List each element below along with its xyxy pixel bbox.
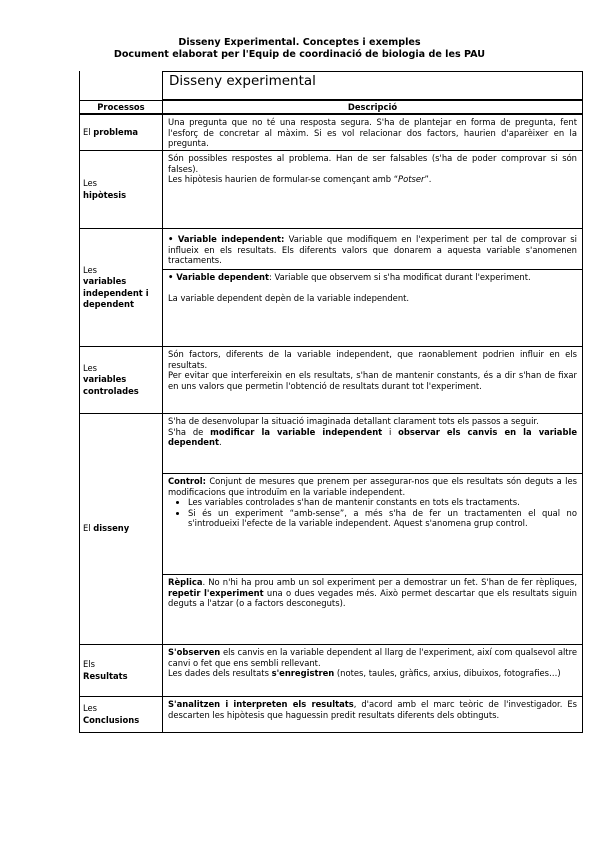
- desc-hipotesis: Són possibles respostes al problema. Han de ser falsables (s'ha de poder comprovar si són falses). Les hipòtesis haurien de formular-se començant amb “Potser”.: [163, 150, 583, 229]
- title-empty-cell: [80, 71, 163, 100]
- disseny-intro: S'ha de desenvolupar la situació imaginada detallant clarament tots els passos a seguir. S'ha de modificar la variable independent i observar els canvis en la variable dependent.: [163, 413, 583, 473]
- label-controlades: Les variables controlades: [80, 346, 163, 414]
- disseny-replica: Rèplica. No n'hi ha prou amb un sol experiment per a demostrar un fet. S'han de fer rèpliques, repetir l'experiment una o dues vegades més. Això permet descartar que els resultats siguin deguts a l'atzar (o a factors desconeguts).: [163, 574, 583, 644]
- variable-dependent: • Variable dependent: Variable que observem si s'ha modificat durant l'experiment. La variable dependent depèn de la variable independent.: [163, 269, 583, 346]
- label-problema: El problema: [80, 114, 163, 151]
- column-header-processos: Processos: [80, 100, 163, 114]
- document-title: Disseny Experimental. Conceptes i exemples: [178, 37, 421, 48]
- control-bullet-1: • Les variables controlades s'han de mantenir constants en tots els tractaments.: [188, 497, 577, 508]
- table-title: Disseny experimental: [163, 71, 583, 100]
- desc-conclusions: S'analitzen i interpreten els resultats, d'acord amb el marc teòric de l'investigador. Es descarten les hipòtesis que haguessin predit resultats diferents dels obtinguts.: [163, 696, 583, 733]
- column-header-descripcio: Descripció: [163, 100, 583, 114]
- desc-problema: Una pregunta que no té una resposta segura. S'ha de plantejar en forma de pregunta, fent l'esforç de concretar al màxim. Si es vol relacionar dos factors, haurien d'aparèixer en la pregunta.: [163, 114, 583, 151]
- label-variables: Les variables independent i dependent: [80, 228, 163, 347]
- label-disseny: El disseny: [80, 413, 163, 645]
- desc-resultats: S'observen els canvis en la variable dependent al llarg de l'experiment, així com qualsevol altre canvi o fet que ens sembli rellevant. Les dades dels resultats s'enregistren (notes, taules, gràfics, arxius, dibuixos, fotografies…): [163, 644, 583, 697]
- disseny-control: Control: Conjunt de mesures que prenem per assegurar-nos que els resultats són deguts a les modificacions que introduïm en la variable independent. • Les variables controlades s'han de mantenir constants en tots els tractaments. • Si és un experiment “amb-sense”, a més s'ha de fer un tractamenten el qual no s'introdueixi l'efecte de la variable independent. Aquest s'anomena grup control.: [163, 473, 583, 574]
- label-conclusions: Les Conclusions: [80, 696, 163, 733]
- label-resultats: Els Resultats: [80, 644, 163, 697]
- control-bullet-2: • Si és un experiment “amb-sense”, a més s'ha de fer un tractamenten el qual no s'introdueixi l'efecte de la variable independent. Aquest s'anomena grup control.: [188, 508, 577, 529]
- desc-controlades: Són factors, diferents de la variable independent, que raonablement podrien influir en els resultats. Per evitar que interfereixin en els resultats, s'han de mantenir constants, és a dir s'han de fixar en uns valors que permetin l'obtenció de resultats durant tot l'experiment.: [163, 346, 583, 414]
- variable-independent: • Variable independent: Variable que modifiquem en l'experiment per tal de comprovar si influeix en els resultats. Els diferents valors que donarem a aquesta variable s'anomenen tractaments.: [163, 231, 583, 267]
- label-hipotesis: Les hipòtesis: [80, 150, 163, 229]
- document-subtitle: Document elaborat per l'Equip de coordinació de biologia de les PAU: [113, 49, 486, 60]
- design-table: [79, 71, 583, 733]
